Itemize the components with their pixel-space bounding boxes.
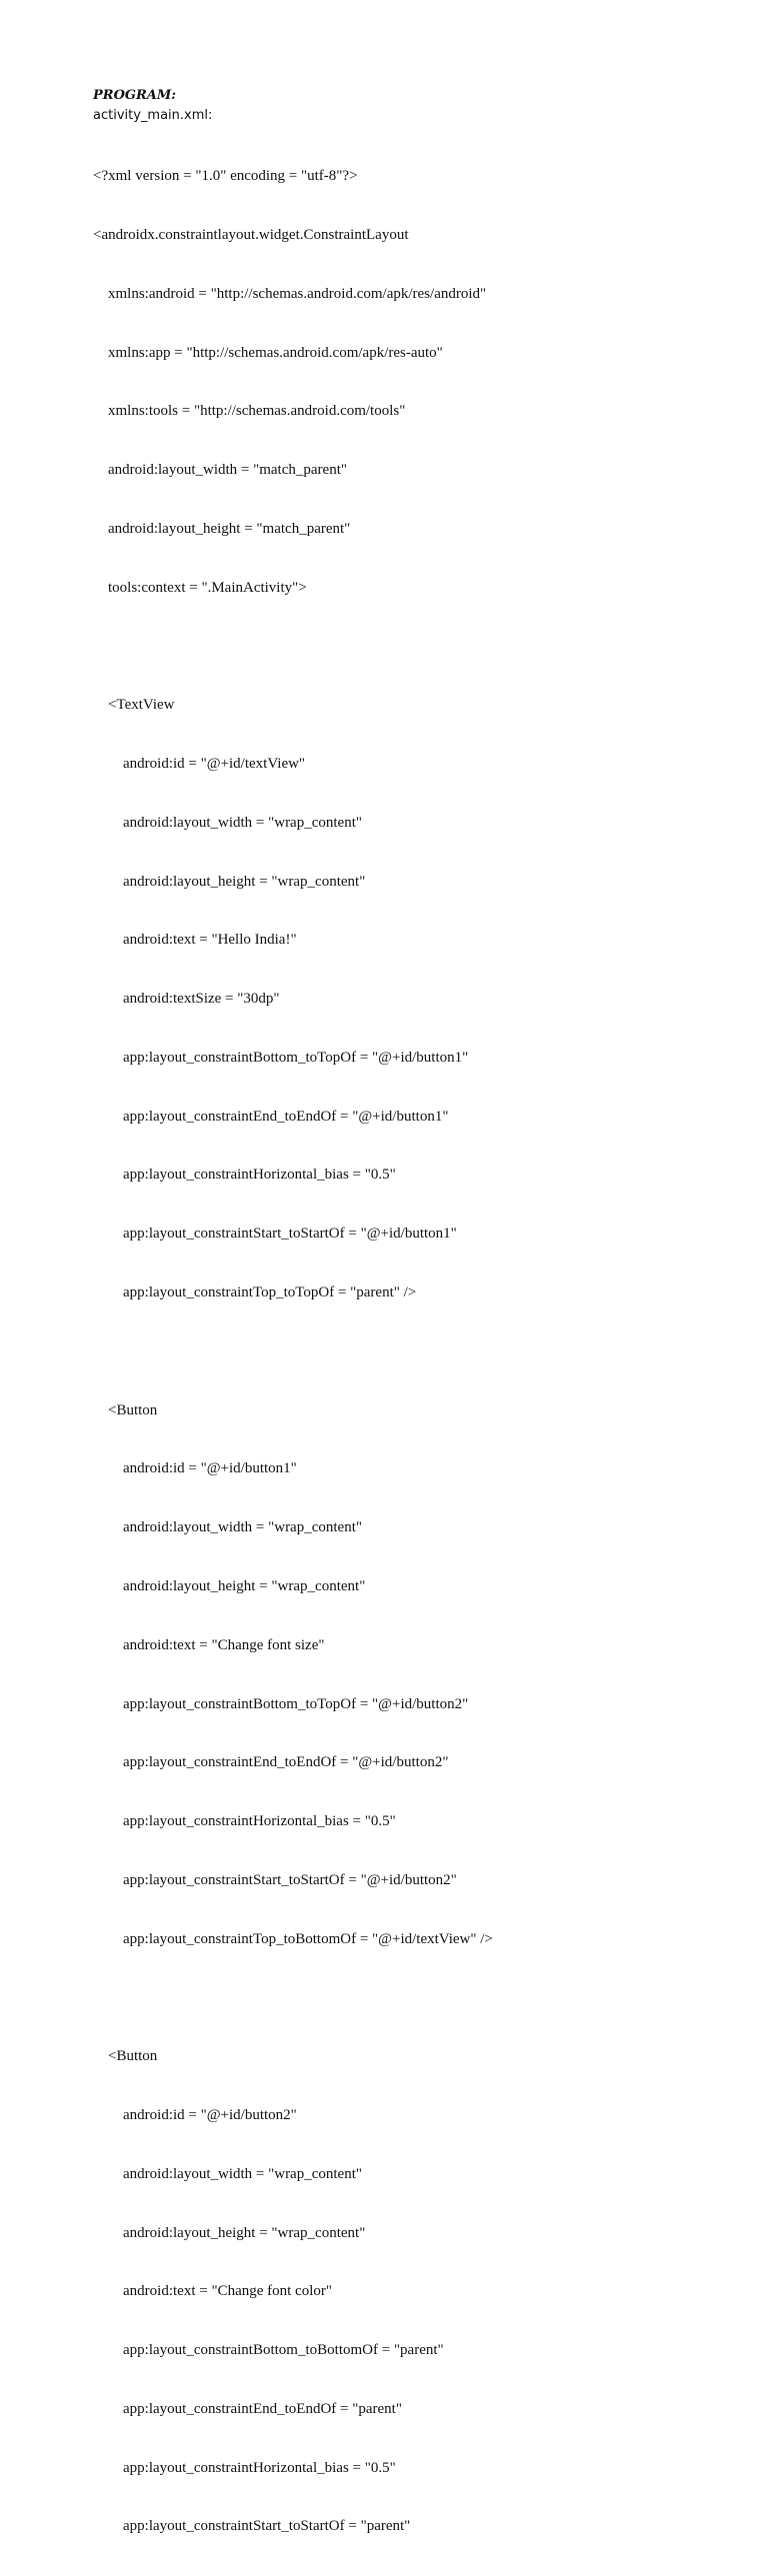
code-line: android:layout_height = "wrap_content"	[123, 1577, 366, 1594]
code-line: app:layout_constraintStart_toStartOf = "parent"	[123, 2518, 411, 2535]
code-line: xmlns:app = "http://schemas.android.com/apk/res-auto"	[108, 344, 443, 361]
code-line: <androidx.constraintlayout.widget.ConstraintLayout	[93, 226, 409, 243]
code-line: app:layout_constraintEnd_toEndOf = "@+id/button2"	[123, 1754, 449, 1771]
code-line: app:layout_constraintTop_toTopOf = "parent" />	[123, 1285, 417, 1301]
code-line: android:layout_width = "match_parent"	[108, 462, 347, 479]
blank-line	[93, 1988, 753, 2008]
code-line: app:layout_constraintBottom_toBottomOf = "parent"	[123, 2342, 444, 2359]
code-line: app:layout_constraintStart_toStartOf = "@+id/button2"	[123, 1871, 457, 1888]
code-line: android:layout_height = "wrap_content"	[123, 2224, 366, 2241]
code-line: tools:context = ".MainActivity">	[108, 579, 307, 596]
code-line: android:layout_width = "wrap_content"	[123, 1519, 362, 1536]
code-line: app:layout_constraintBottom_toTopOf = "@+id/button2"	[123, 1695, 469, 1712]
code-line: android:id = "@+id/textView"	[123, 756, 306, 772]
code-line: android:layout_height = "match_parent"	[108, 520, 351, 537]
code-line: android:id = "@+id/button2"	[123, 2106, 297, 2123]
code-line: app:layout_constraintHorizontal_bias = "0.5"	[123, 2459, 396, 2476]
file-name-label: activity_main.xml:	[93, 108, 213, 123]
code-listing	[93, 128, 753, 2576]
code-line: <Button	[108, 2048, 158, 2065]
code-line: android:textSize = "30dp"	[123, 991, 280, 1008]
code-line: android:id = "@+id/button1"	[123, 1460, 297, 1477]
code-line: app:layout_constraintEnd_toEndOf = "parent"	[123, 2400, 402, 2417]
code-line: app:layout_constraintBottom_toTopOf = "@+id/button1"	[123, 1049, 469, 1066]
code-line: app:layout_constraintStart_toStartOf = "@+id/button1"	[123, 1226, 457, 1243]
code-line: android:text = "Change font color"	[123, 2283, 332, 2300]
blank-line	[93, 1342, 753, 1362]
program-heading: PROGRAM:	[93, 88, 177, 103]
code-line: xmlns:android = "http://schemas.android.com/apk/res/android"	[108, 285, 487, 302]
code-line: app:layout_constraintEnd_toEndOf = "@+id/button1"	[123, 1108, 449, 1125]
code-line: android:layout_width = "wrap_content"	[123, 2165, 362, 2182]
code-line: android:layout_height = "wrap_content"	[123, 873, 366, 890]
code-line: android:text = "Change font size"	[123, 1636, 325, 1653]
code-line: app:layout_constraintTop_toBottomOf = "@+id/textView" />	[123, 1930, 493, 1947]
code-line: app:layout_constraintHorizontal_bias = "0.5"	[123, 1813, 396, 1830]
code-line: android:layout_width = "wrap_content"	[123, 814, 362, 831]
code-line: app:layout_constraintHorizontal_bias = "0.5"	[123, 1167, 396, 1184]
code-line: <TextView	[108, 697, 175, 714]
code-line: android:text = "Hello India!"	[123, 932, 297, 949]
code-line: xmlns:tools = "http://schemas.android.com/tools"	[108, 403, 406, 420]
blank-line	[93, 637, 753, 657]
code-line: <?xml version = "1.0" encoding = "utf-8"?>	[93, 168, 358, 185]
code-line: <Button	[108, 1401, 158, 1418]
